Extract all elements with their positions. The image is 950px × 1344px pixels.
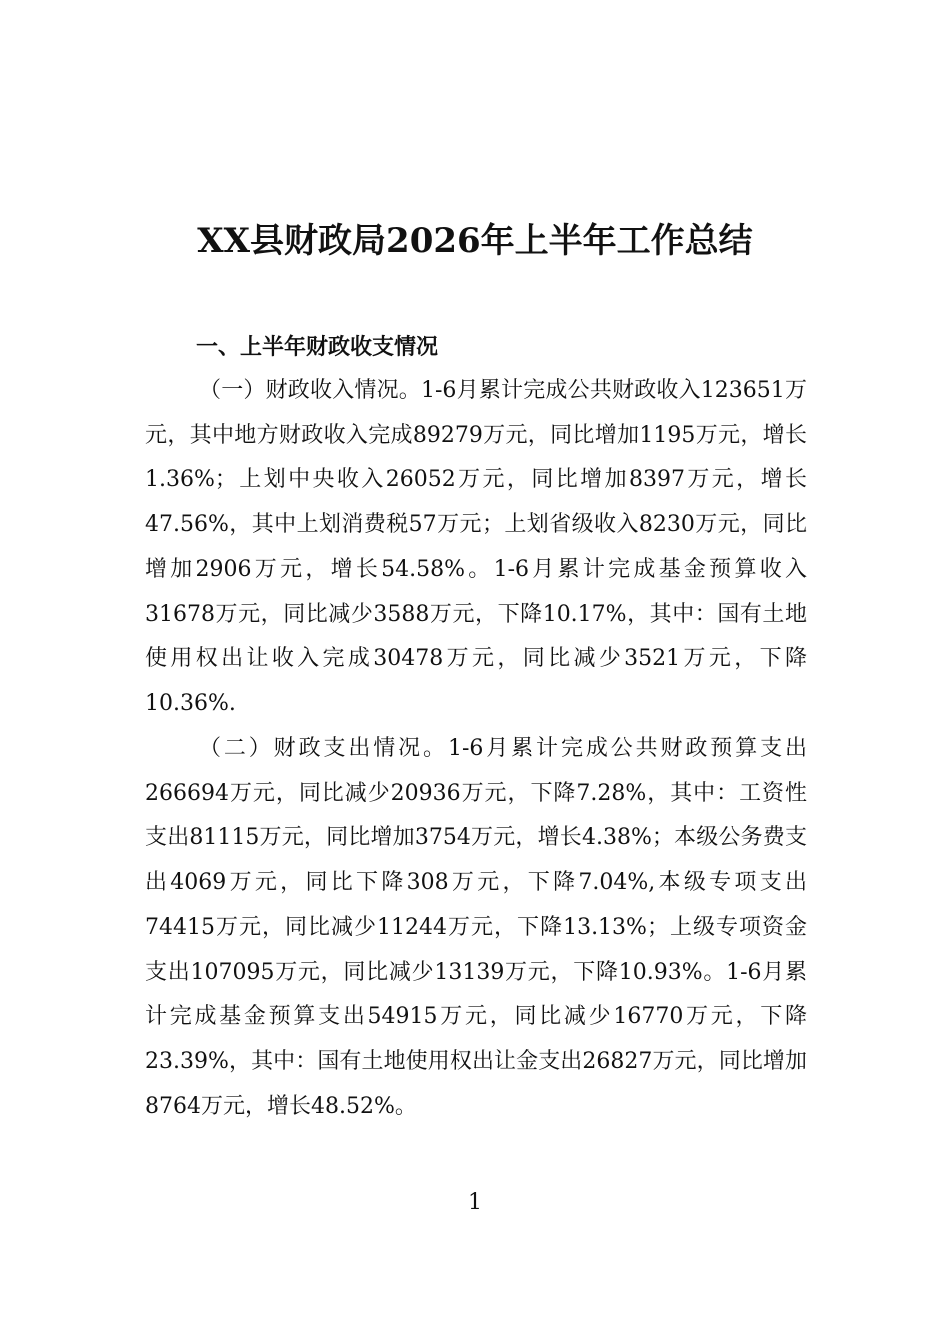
page-number: 1 — [468, 1190, 482, 1215]
paragraph-expenditure: （二）财政支出情况。1-6月累计完成公共财政预算支出266694万元，同比减少20936万元，下降7.28%，其中：工资性支出81115万元，同比增加3754万元，增长4.38%；本级公务费支出4069万元，同比下降308万元，下降7.04%,本级专项支出74415万元，同比减少11244万元，下降13.13%；上级专项资金支出107095万元，同比减少13139万元，下降10.93%。1-6月累计完成基金预算支出54915万元，同比减少16770万元，下降23.39%，其中：国有土地使用权出让金支出26827万元，同比增加8764万元，增长48.52%。 — [145, 736, 807, 1119]
paragraph-revenue: （一）财政收入情况。1-6月累计完成公共财政收入123651万元，其中地方财政收入完成89279万元，同比增加1195万元，增长1.36%；上划中央收入26052万元，同比增加8397万元，增长47.56%，其中上划消费税57万元；上划省级收入8230万元，同比增加2906万元，增长54.58%。1-6月累计完成基金预算收入31678万元，同比减少3588万元，下降10.17%，其中：国有土地使用权出让收入完成30478万元，同比减少3521万元，下降10.36%. — [145, 378, 807, 716]
section-heading: 一、上半年财政收支情况 — [196, 335, 439, 360]
document-title: XX县财政局2026年上半年工作总结 — [197, 220, 753, 261]
